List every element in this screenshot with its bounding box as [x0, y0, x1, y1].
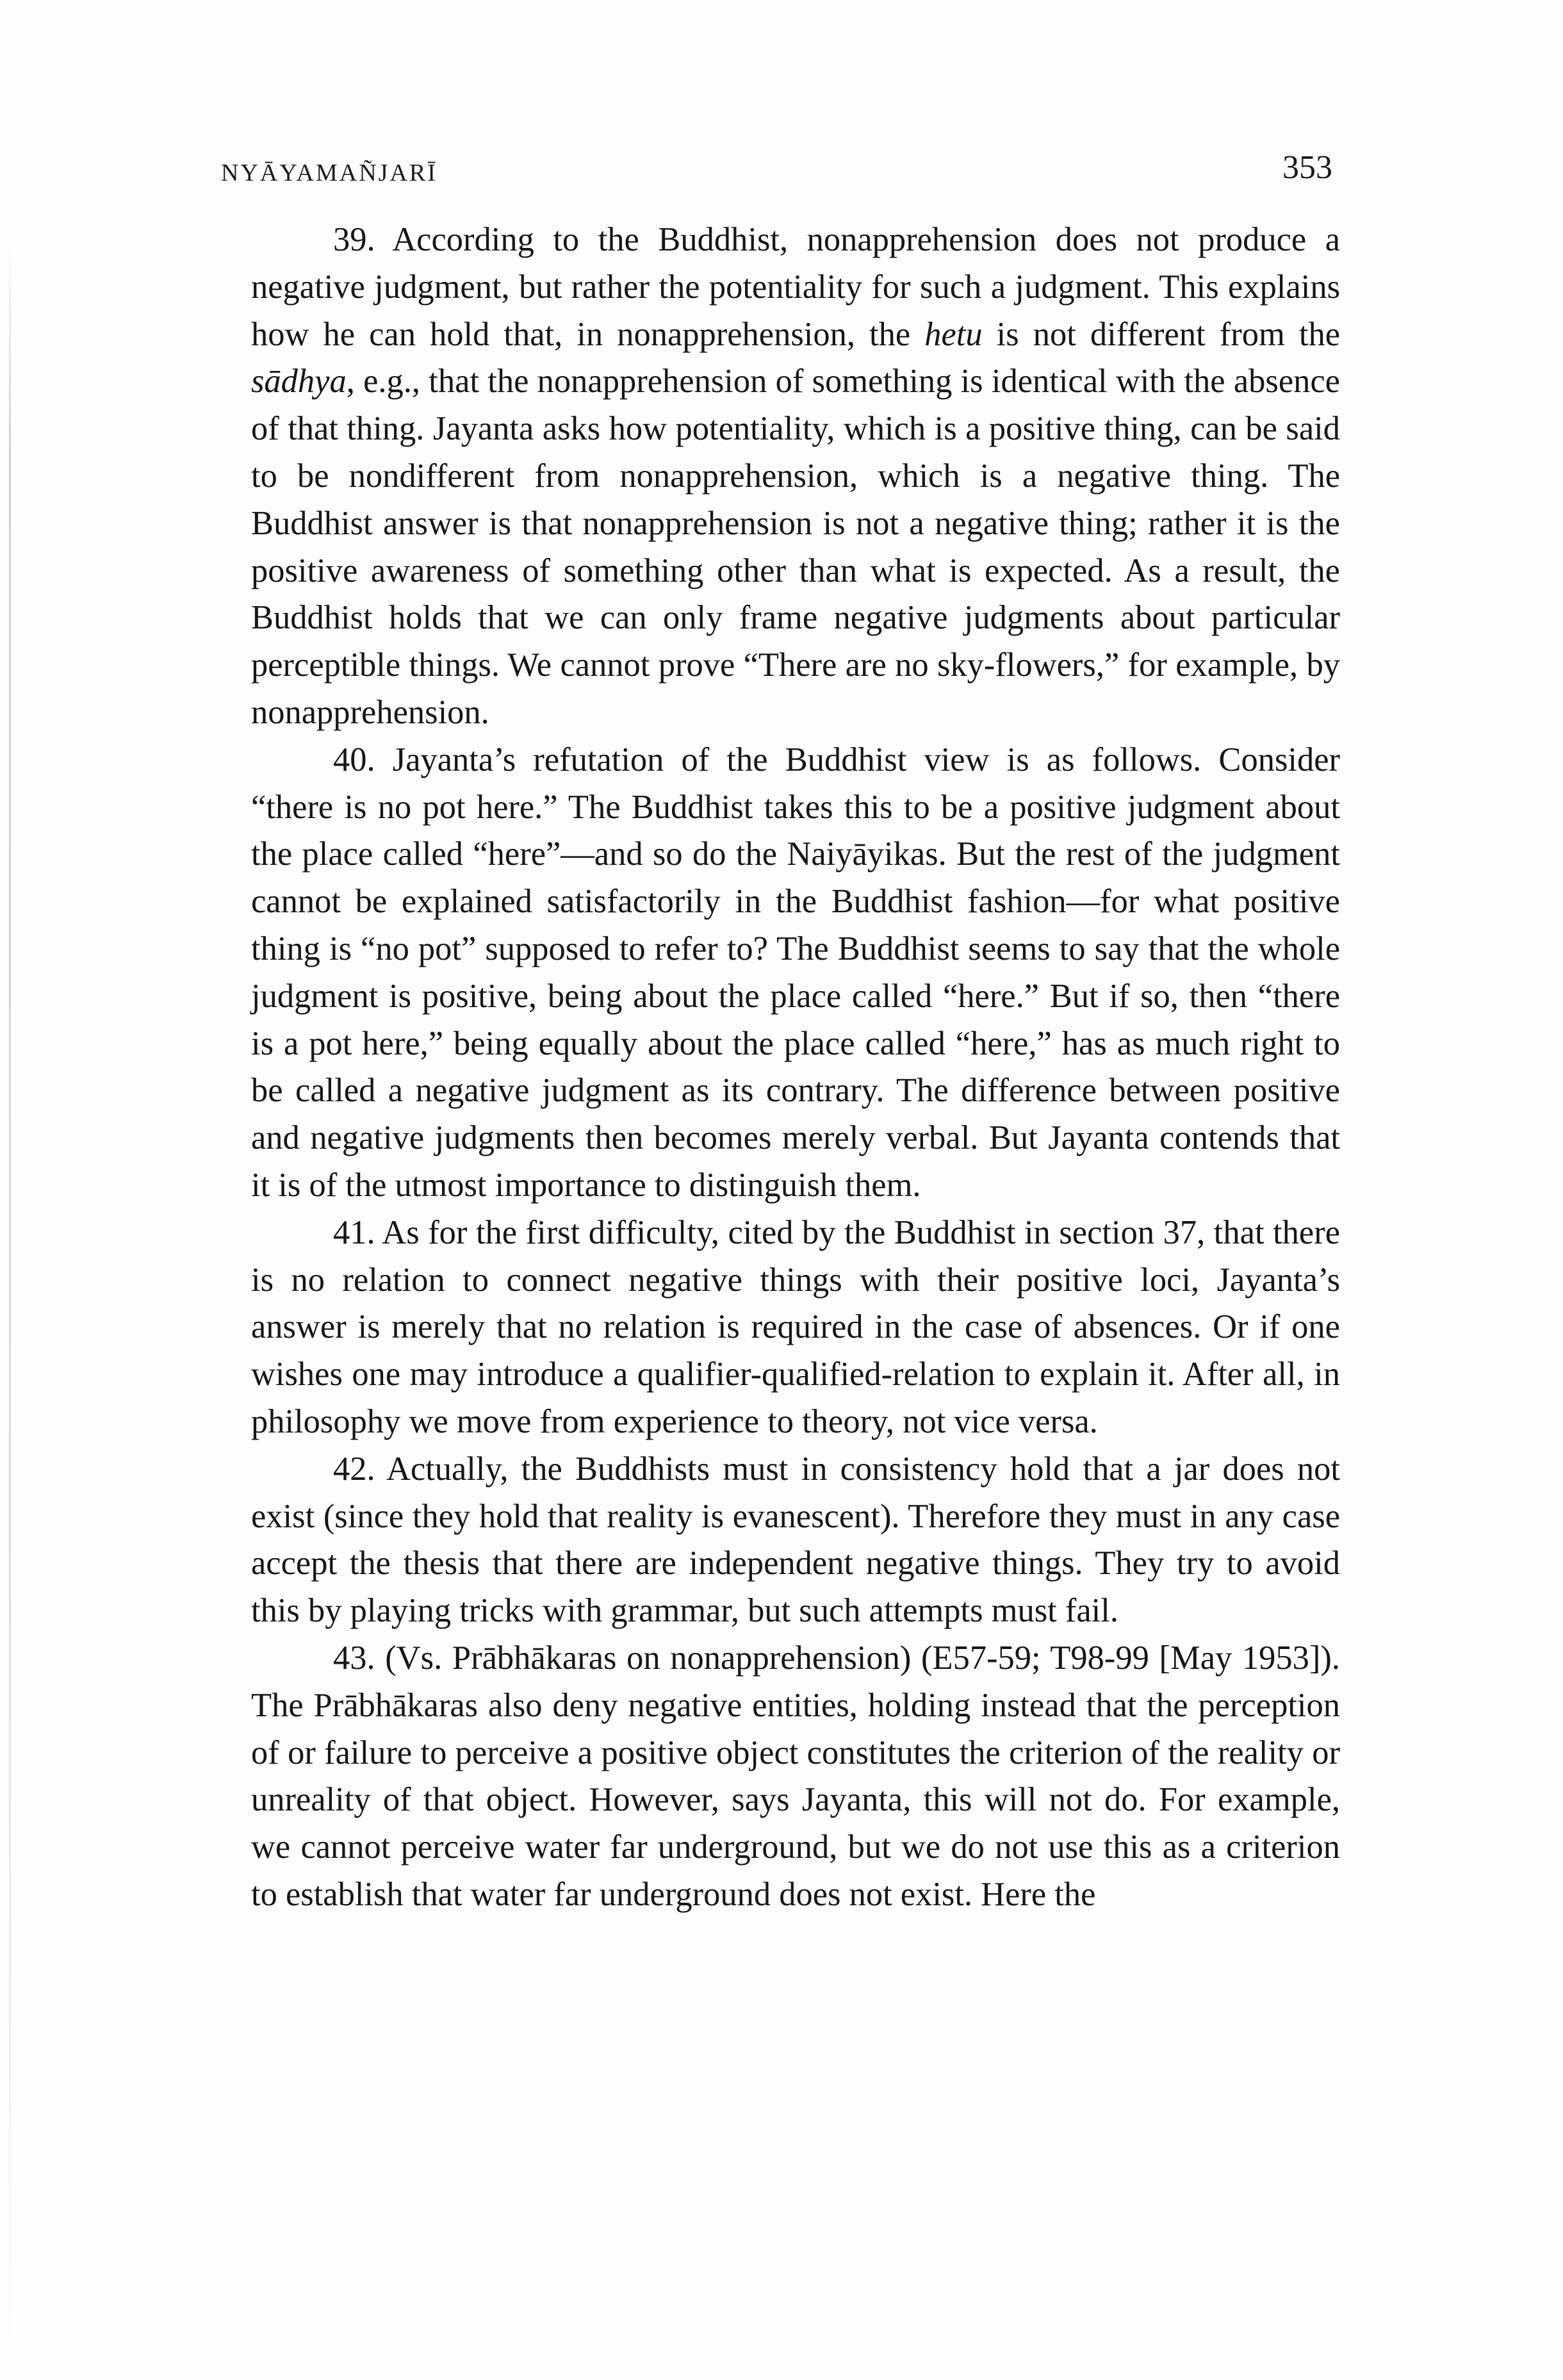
body-text: [251, 217, 1340, 1919]
term-hetu: hetu: [924, 315, 983, 353]
paragraph-number: 42.: [333, 1450, 375, 1488]
paragraph-text: , e.g., that the nonapprehension of something is identical with the absence of that thing. Jayanta asks how potentiality, which is a positive thing, can be said to be nondifferent from nonapprehension, which is a negative thing. The Buddhist answer is that nonapprehension is not a negative thing; rather it is the positive awareness of something other than what is expected. As a result, the Buddhist holds that we can only frame negative judgments about particular perceptible things. We cannot prove “There are no sky-flowers,” for example, by nonapprehension.: [251, 363, 1340, 731]
paragraph-text: As for the first difficulty, cited by the Buddhist in section 37, that there is no relation to connect negative things with their positive loci, Jayanta’s answer is merely that no relation is required in the case of absences. Or if one wishes one may introduce a qualifier-qualified-relation to explain it. After all, in philosophy we move from experience to theory, not vice versa.: [251, 1213, 1341, 1440]
paragraph-text: Jayanta’s refutation of the Buddhist view is as follows. Consider “there is no pot here.” The Buddhist takes this to be a positive judgment about the place called “here”—and so do the Naiyāyikas. But the rest of the judgment cannot be explained satisfactorily in the Buddhist fashion—for what positive thing is “no pot” supposed to refer to? The Buddhist seems to say that the whole judgment is positive, being about the place called “here.” But if so, then “there is a pot here,” being equally about the place called “here,” has as much right to be called a negative judgment as its contrary. The difference between positive and negative judgments then becomes merely verbal. But Jayanta contends that it is of the utmost importance to distinguish them.: [251, 741, 1340, 1204]
paragraph-40: [251, 737, 1340, 1210]
paragraph-text: (Vs. Prābhākaras on nonapprehension) (E57-59; T98-99 [May 1953]). The Prābhākaras also deny negative entities, holding instead that the perception of or failure to perceive a positive object constitutes the criterion of the reality or unreality of that object. However, says Jayanta, this will not do. For example, we cannot perceive water far underground, but we do not use this as a criterion to establish that water far underground does not exist. Here the: [251, 1639, 1340, 1913]
paragraph-number: 41.: [333, 1213, 375, 1251]
paragraph-text: is not different from the: [982, 315, 1340, 353]
term-sadhya: sādhya: [251, 363, 347, 400]
paragraph-text: Actually, the Buddhists must in consistency hold that a jar does not exist (since they hold that reality is evanescent). Therefore they must in any case accept the thesis that there are independent negative things. They try to avoid this by playing tricks with grammar, but such attempts must fail.: [251, 1450, 1340, 1630]
paragraph-number: 40.: [333, 741, 375, 778]
page-number: 353: [1282, 149, 1332, 186]
paragraph-39: [251, 217, 1340, 737]
paragraph-number: 39.: [333, 221, 375, 258]
paragraph-41: [251, 1210, 1340, 1446]
page-edge-shadow: [9, 243, 11, 2377]
paragraph-text: According to the Buddhist, nonapprehension does not produce a negative judgment, but rather the potentiality for such a judgment. This explains how he can hold that, in nonapprehension, the: [251, 221, 1341, 353]
running-title: NYĀYAMAÑJARĪ: [221, 160, 438, 186]
paragraph-43: [251, 1635, 1340, 1919]
paragraph-number: 43.: [333, 1639, 375, 1677]
paragraph-42: [251, 1446, 1340, 1635]
